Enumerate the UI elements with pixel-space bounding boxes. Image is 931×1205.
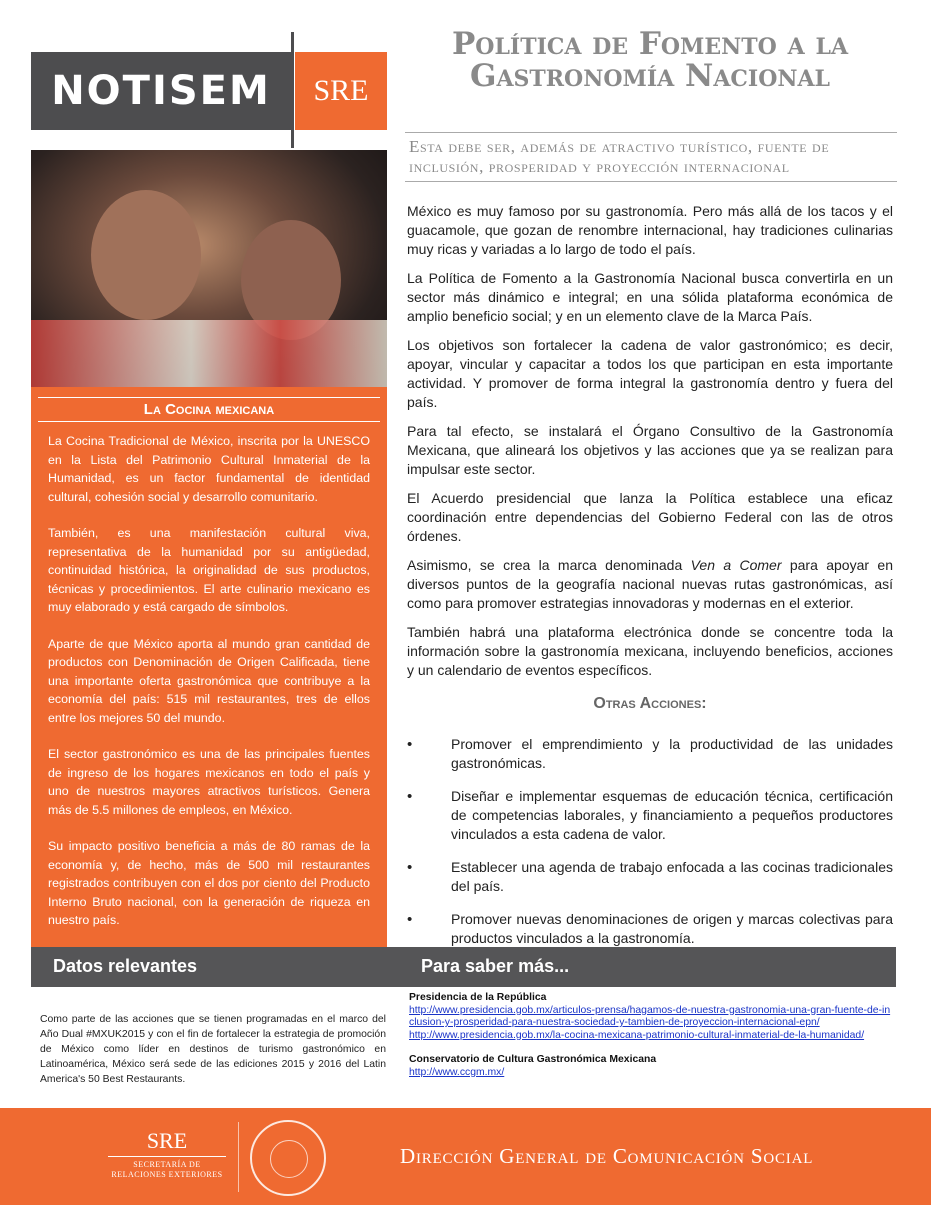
otras-acciones-heading: Otras Acciones: bbox=[593, 695, 707, 712]
text-span: para apoyar en diversos puntos de la geografía nacional nuevas rutas gastronómicas, así como para promover estrategias innovadoras y modernas en el exterior. bbox=[407, 557, 893, 611]
para-saber-mas-heading: Para saber más... bbox=[421, 956, 570, 976]
brand-name: Ven a Comer bbox=[690, 557, 782, 573]
reference-link[interactable]: http://www.ccgm.mx/ bbox=[409, 1066, 505, 1078]
article-paragraph: México es muy famoso por su gastronomía. Pero más allá de los tacos y el guacamole, que gozan de renombre internacional, hay tradiciones culinarias muy ricas y variadas a lo largo de todo el país. bbox=[407, 203, 893, 257]
list-item: • Establecer una agenda de trabajo enfocada a las cocinas tradicionales del país. bbox=[407, 858, 893, 896]
box-paragraph: El sector gastronómico es una de las principales fuentes de ingreso de los hogares mexicanos en todo el país y uno de nuestros mayores atractivos turísticos. Genera más de 5.5 millones de empleos, en México. bbox=[48, 747, 370, 817]
article-paragraph: Para tal efecto, se instalará el Órgano Consultivo de la Gastronomía Mexicana, que alineará los objetivos y las acciones que ya se realizan para impulsar este sector. bbox=[407, 423, 893, 477]
reference-link[interactable]: http://www.presidencia.gob.mx/articulos-prensa/hagamos-de-nuestra-gastronomia-una-gran-fuente-de-inclusion-y-prosperidad-para-nuestra-sociedad-y-tambien-de-proyeccion-internacional-epn/ bbox=[409, 1004, 891, 1028]
article-paragraph bbox=[407, 556, 893, 613]
article-paragraph: También habrá una plataforma electrónica donde se concentre toda la información sobre la gastronomía mexicana, incluyendo beneficios, acciones y un calendario de eventos específicos. bbox=[407, 624, 893, 678]
footer-department: Dirección General de Comunicación Social bbox=[400, 1144, 814, 1168]
acciones-list bbox=[407, 735, 893, 948]
reference-org: Conservatorio de Cultura Gastronómica Mexicana bbox=[409, 1054, 657, 1065]
article-paragraph: La Política de Fomento a la Gastronomía Nacional busca convertirla en un sector más dinámico e integral; en una sólida plataforma económica de amplio beneficio social; y en un elemento clave de la Marca País. bbox=[407, 270, 893, 324]
main-article bbox=[407, 202, 893, 962]
notisem-logo bbox=[31, 52, 387, 130]
national-seal-icon bbox=[250, 1120, 326, 1196]
list-item: • Promover nuevas denominaciones de origen y marcas colectivas para productos vinculados a la gastronomía. bbox=[407, 910, 893, 948]
women-photo bbox=[31, 150, 387, 387]
list-item: • Promover el emprendimiento y la productividad de las unidades gastronómicas. bbox=[407, 735, 893, 773]
footer-sre-logo bbox=[108, 1128, 226, 1180]
box-paragraph: Aparte de que México aporta al mundo gran cantidad de productos con Denominación de Origen Calificada, tiene una importante oferta gastronómica que contribuye a la economía del país: 515 mil restaurantes, tres de ellos entre los mejores 50 del mundo. bbox=[48, 636, 370, 725]
datos-relevantes-heading: Datos relevantes bbox=[53, 956, 198, 976]
references bbox=[409, 992, 895, 1079]
logo-divider bbox=[291, 32, 294, 148]
datos-relevantes-text: Como parte de las acciones que se tienen programadas en el marco del Año Dual #MXUK2015 y con el fin de fortalecer la estrategia de promoción de México como líder en destinos de turismo gastronómico en Latinoamérica, México será sede de las ediciones 2015 y 2016 del Latin America's 50 Best Restaurants. bbox=[40, 1014, 386, 1085]
reference-org: Presidencia de la República bbox=[409, 992, 547, 1003]
photo-figure-1 bbox=[91, 190, 201, 320]
page-subtitle: Esta debe ser, además de atractivo turístico, fuente de inclusión, prosperidad y proyección internacional bbox=[405, 132, 897, 182]
footer-sre-text: SRE bbox=[108, 1128, 226, 1157]
footer bbox=[0, 1108, 931, 1205]
cocina-mexicana-box bbox=[31, 387, 387, 947]
list-item: • Diseñar e implementar esquemas de educación técnica, certificación de competencias laborales, y financiamiento a pequeños productores vinculados a esta cadena de valor. bbox=[407, 787, 893, 844]
article-paragraph: El Acuerdo presidencial que lanza la Política establece una eficaz coordinación entre dependencias del Gobierno Federal con las de otros órdenes. bbox=[407, 490, 893, 544]
text-span: Asimismo, se crea la marca denominada bbox=[407, 557, 691, 573]
box-paragraph: La Cocina Tradicional de México, inscrita por la UNESCO en la Lista del Patrimonio Cultural Inmaterial de la Humanidad, es un factor fundamental de identidad cultural, cohesión social y desarrollo comunitario. bbox=[48, 434, 370, 504]
section-bar bbox=[31, 947, 896, 987]
footer-divider bbox=[238, 1122, 239, 1192]
box-paragraph: Su impacto positivo beneficia a más de 80 ramas de la economía y, de hecho, más de 500 mil restaurantes registrados contribuyen con el dos por ciento del Producto Interno Bruto nacional, con la generación de riqueza en nuestro país. bbox=[48, 839, 370, 927]
sre-logo-text: SRE bbox=[295, 52, 387, 130]
box-paragraph: También, es una manifestación cultural viva, representativa de la humanidad por su antigüedad, continuidad histórica, la originalidad de sus productos, técnicas y procedimientos. El arte culinario mexicano es muy elaborado y está cargado de símbolos. bbox=[48, 526, 370, 614]
footer-sre-subtext: SECRETARÍA DE RELACIONES EXTERIORES bbox=[111, 1160, 223, 1179]
notisem-logo-text: NOTISEM bbox=[31, 52, 291, 130]
photo-garments bbox=[31, 320, 387, 387]
article-paragraph: Los objetivos son fortalecer la cadena de valor gastronómico; es decir, apoyar, vincular y capacitar a todos los que participan en esta importante actividad. Y promover de forma integral la gastronomía dentro y fuera del país. bbox=[407, 337, 893, 410]
reference-link[interactable]: http://www.presidencia.gob.mx/la-cocina-mexicana-patrimonio-cultural-inmaterial-de-la-humanidad/ bbox=[409, 1029, 865, 1041]
page-title: Política de Fomento a la Gastronomía Nacional bbox=[451, 26, 849, 94]
box-title: La Cocina mexicana bbox=[38, 397, 380, 422]
